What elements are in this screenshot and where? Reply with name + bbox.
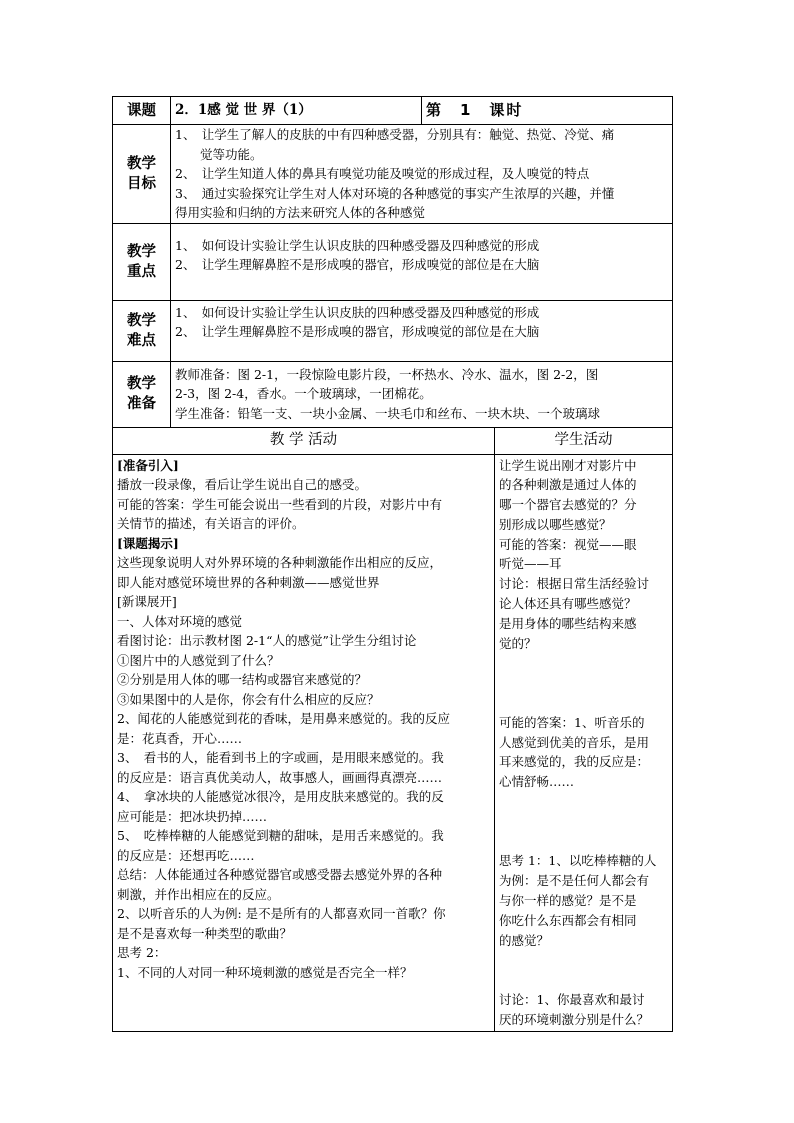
preparation-content: 教师准备：图 2-1，一段惊险电影片段，一杯热水、冷水、温水，图 2-2，图 2-3，图 2-4，香水。一个玻璃球，一团棉花。 学生准备：铅笔一支、一块小金属、一块毛巾和丝布、一块木块、一个玻璃球 bbox=[171, 361, 673, 427]
difficulties-row bbox=[113, 300, 673, 361]
key-points-row bbox=[113, 223, 673, 300]
student-activity-content: 让学生说出刚才对影片中 的各种刺激是通过人体的 哪一个器官去感觉的？分 别形成以哪些感觉？ 可能的答案：视觉——眼 听觉——耳 讨论：根据日常生活经验讨 论人体还具有哪些感觉？ 是用身体的哪些结构来感 觉的？ 可能的答案：1、听音乐的 人感觉到优美的音乐，是用 耳来感觉的，我的反应是： 心情舒畅…… 思考 1：1、以吃棒棒糖的人 为例：是不是任何人都会有 与你一样的感觉？是不是 你吃什么东西都会有相同 的感觉？ 讨论：1、你最喜欢和最讨 厌的环境刺激分别是什么？ bbox=[495, 454, 673, 1031]
preparation-row bbox=[113, 361, 673, 427]
activity-header-row bbox=[113, 427, 673, 454]
difficulties-label: 教学难点 bbox=[113, 300, 171, 361]
lesson-period: 第 1 课时 bbox=[422, 97, 673, 125]
student-activity-header: 学生活动 bbox=[495, 427, 673, 454]
title-row bbox=[113, 97, 673, 125]
key-points-label: 教学重点 bbox=[113, 223, 171, 300]
key-points-content: 1、 如何设计实验让学生认识皮肤的四种感受器及四种感觉的形成 2、 让学生理解鼻腔不是形成嗅的器官，形成嗅觉的部位是在大脑 bbox=[171, 223, 673, 300]
goals-row bbox=[113, 125, 673, 224]
difficulties-content: 1、 如何设计实验让学生认识皮肤的四种感受器及四种感觉的形成 2、 让学生理解鼻腔不是形成嗅的器官，形成嗅觉的部位是在大脑 bbox=[171, 300, 673, 361]
teaching-activity-content: [准备引入] 播放一段录像，看后让学生说出自己的感受。 可能的答案：学生可能会说出一些看到的片段，对影片中有 关情节的描述，有关语言的评价。 [课题揭示] 这些现象说明人对外界环境的各种刺激能作出相应的反应， 即人能对感觉环境世界的各种刺激——感觉世界 [新课展开] 一、人体对环境的感觉 看图讨论：出示教材图 2-1“人的感觉”让学生分组讨论 ①图片中的人感觉到了什么？ ②分别是用人体的哪一结构或器官来感觉的？ ③如果图中的人是你，你会有什么相应的反应？ 2、闻花的人能感觉到花的香味，是用鼻来感觉的。我的反应 是：花真香，开心…… 3、 看书的人，能看到书上的字或画，是用眼来感觉的。我 的反应是：语言真优美动人，故事感人，画画得真漂亮…… 4、 拿冰块的人能感觉冰很冷，是用皮肤来感觉的。我的反 应可能是：把冰块扔掉…… 5、 吃棒棒糖的人能感觉到糖的甜味，是用舌来感觉的。我 的反应是：还想再吃…… 总结：人体能通过各种感觉器官或感受器去感觉外界的各种 刺激，并作出相应在的反应。 2、以听音乐的人为例: 是不是所有的人都喜欢同一首歌？你 是不是喜欢每一种类型的歌曲？ 思考 2： 1、不同的人对同一种环境刺激的感觉是否完全一样？ bbox=[113, 454, 495, 1031]
goals-label: 教学目标 bbox=[113, 125, 171, 224]
preparation-label: 教学准备 bbox=[113, 361, 171, 427]
section-new-lesson: [新课展开] bbox=[117, 594, 177, 609]
lesson-plan bbox=[112, 96, 672, 1032]
teaching-activity-header: 教 学 活动 bbox=[113, 427, 495, 454]
topic-label: 课题 bbox=[113, 97, 171, 125]
goals-content: 1、 让学生了解人的皮肤的中有四种感受器，分别具有：触觉、热觉、冷觉、痛 觉等功能。 2、 让学生知道人体的鼻具有嗅觉功能及嗅觉的形成过程，及人嗅觉的特点 3、 通过实验探究让学生对人体对环境的各种感觉的事实产生浓厚的兴趣，并懂 得用实验和归纳的方法来研究人体的各种感觉 bbox=[171, 125, 673, 224]
activity-content-row bbox=[113, 454, 673, 1031]
lesson-topic: 2．1感 觉 世 界（1） bbox=[171, 97, 422, 125]
lesson-plan-table bbox=[112, 96, 673, 1032]
section-topic-reveal: [课题揭示] bbox=[117, 535, 179, 551]
section-intro: [准备引入] bbox=[117, 457, 179, 473]
